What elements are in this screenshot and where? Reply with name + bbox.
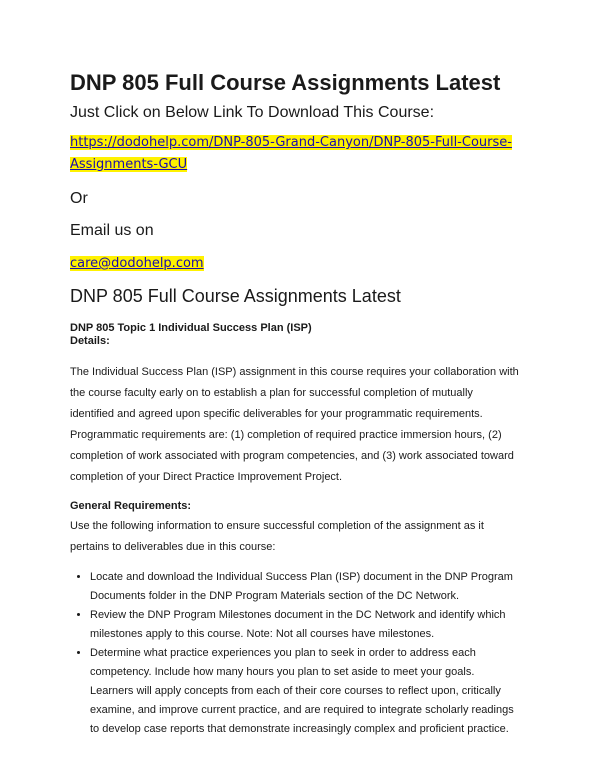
list-item: • Locate and download the Individual Success Plan (ISP) document in the DNP Program Documents folder in the DNP Program Materials section of the DC Network. (90, 568, 520, 606)
details-label: Details: (70, 335, 110, 347)
requirements-list (70, 568, 520, 739)
topic-title-line: DNP 805 Topic 1 Individual Success Plan (ISP) (70, 322, 312, 334)
list-item: • Review the DNP Program Milestones document in the DC Network and identify which milestones apply to this course. Note: Not all courses have milestones. (90, 606, 520, 644)
list-item: • Determine what practice experiences you plan to seek in order to address each competency. Include how many hours you plan to set aside to meet your goals. Learners will apply concepts from each of their core courses to reflect upon, critically examine, and improve current practice, and are required to integrate scholarly readings to develop case reports that demonstrate increasingly complex and proficient practice. (90, 644, 520, 739)
document-title: DNP 805 Full Course Assignments Latest (70, 70, 501, 95)
email-label: Email us on (70, 222, 154, 239)
email-block (70, 253, 520, 274)
topic-title (70, 322, 520, 348)
or-text: Or (70, 190, 88, 207)
course-download-link[interactable]: https://dodohelp.com/DNP-805-Grand-Canyon/DNP-805-Full-Course-Assignments-GCU (70, 135, 512, 172)
general-requirements-title: General Requirements: (70, 500, 192, 512)
isp-description-paragraph: The Individual Success Plan (ISP) assignment in this course requires your collaboration with the course faculty early on to establish a plan for successful completion of mutually identified and agreed upon specific deliverables for your programmatic requirements. Programmatic requirements are: (1) completion of required practice immersion hours, (2) completion of work associated with program competencies, and (3) work associated toward completion of your Direct Practice Improvement Project. (70, 366, 519, 483)
email-link[interactable]: care@dodohelp.com (70, 256, 204, 271)
general-requirements-paragraph: Use the following information to ensure successful completion of the assignment as it pertains to deliverables due in this course: (70, 520, 484, 553)
course-link-block (70, 131, 520, 175)
download-instruction: Just Click on Below Link To Download This Course: (70, 104, 435, 121)
course-heading: DNP 805 Full Course Assignments Latest (70, 286, 401, 306)
